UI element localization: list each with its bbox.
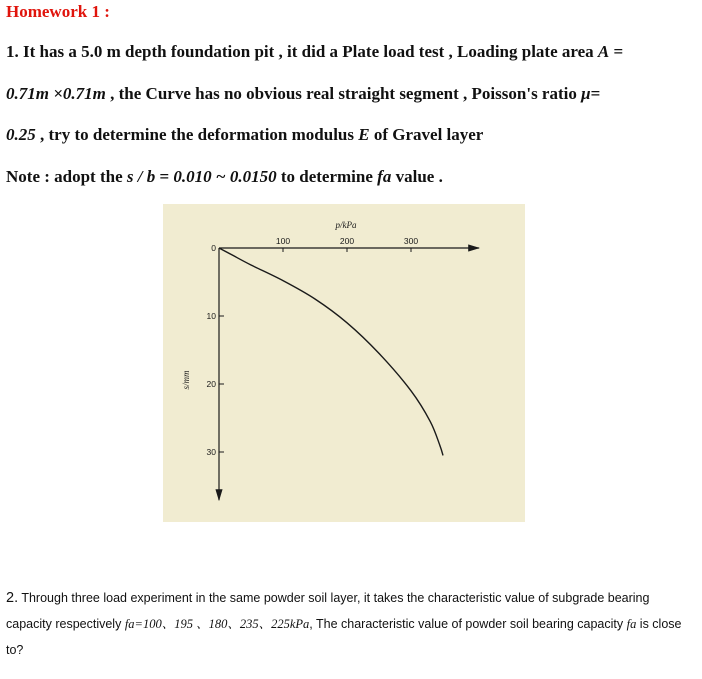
y-tick-label: 30 bbox=[206, 447, 216, 457]
homework-title: Homework 1 : bbox=[6, 2, 110, 21]
q1-text: 1. It has a 5.0 m depth foundation pit , it did a Plate load test , Loading plate area bbox=[6, 42, 598, 61]
x-tick-label: 100 bbox=[275, 236, 291, 246]
x-tick-label: 200 bbox=[339, 236, 355, 246]
note-text: to determine bbox=[276, 167, 378, 186]
question-2 bbox=[6, 585, 696, 663]
y-tick-label: 10 bbox=[206, 311, 216, 321]
q2-text: is close to? bbox=[6, 617, 682, 657]
var-fa: fa bbox=[377, 167, 392, 186]
plate-size: 0.71m ×0.71m bbox=[6, 84, 106, 103]
q2-text: , The characteristic value of powder soil bearing capacity bbox=[309, 617, 627, 631]
chart-svg bbox=[163, 204, 525, 522]
q1-note bbox=[6, 167, 443, 187]
y-tick-label: 0 bbox=[211, 243, 216, 253]
y-tick-label: 20 bbox=[206, 379, 216, 389]
y-axis-label: s/mm bbox=[181, 370, 191, 390]
var-fa: fa bbox=[124, 617, 135, 631]
load-settlement-curve bbox=[219, 248, 443, 455]
var-fa: fa bbox=[626, 617, 637, 631]
x-axis-label: p/kPa bbox=[335, 220, 357, 230]
q2-number: 2. bbox=[6, 590, 19, 606]
note-text: = bbox=[155, 167, 174, 186]
note-text: value . bbox=[391, 167, 443, 186]
note-text: Note : adopt the bbox=[6, 167, 127, 186]
var-ratio: s / b bbox=[126, 167, 156, 186]
var-area: A bbox=[597, 42, 610, 61]
q1-text: = bbox=[590, 84, 601, 103]
ratio-range: 0.010 ~ 0.0150 bbox=[173, 167, 277, 186]
q1-text: , the Curve has no obvious real straight segment , Poisson's ratio bbox=[105, 84, 582, 103]
q1-text: of Gravel layer bbox=[369, 125, 484, 144]
q2-text: Through three load experiment in the same powder soil layer, it takes the characteristic value of subgrade bearing capacity respectively bbox=[6, 591, 650, 631]
q1-text: , try to determine the deformation modulus bbox=[35, 125, 359, 144]
q1-line-2 bbox=[6, 84, 600, 104]
x-tick-label: 300 bbox=[403, 236, 419, 246]
var-modulus: E bbox=[358, 125, 370, 144]
q2-values: =100、195 、180、235、225kPa bbox=[134, 617, 310, 631]
q1-line-1 bbox=[6, 42, 623, 62]
load-settlement-chart bbox=[163, 204, 525, 522]
poisson-value: 0.25 bbox=[6, 125, 36, 144]
q1-line-3 bbox=[6, 125, 483, 145]
q1-text: = bbox=[609, 42, 624, 61]
var-poisson: μ bbox=[581, 84, 591, 103]
